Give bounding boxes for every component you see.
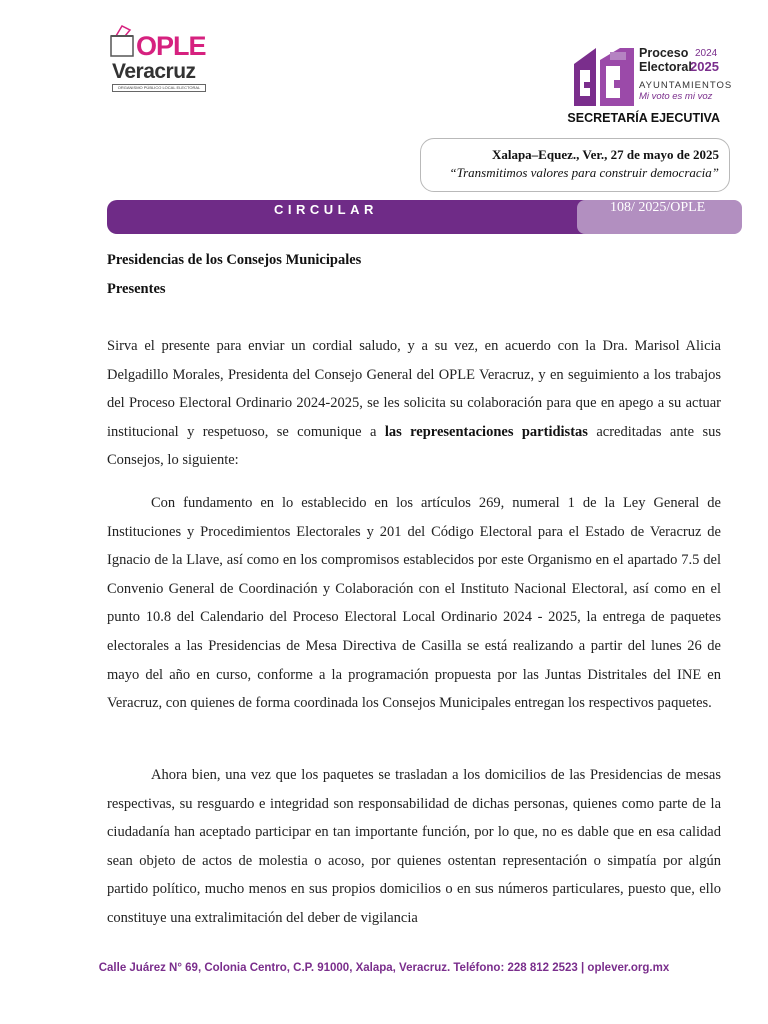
addressee-line-1: Presidencias de los Consejos Municipales [107, 252, 362, 268]
circular-number: 108/ 2025/OPLE [610, 200, 706, 215]
place-date: Xalapa–Equez., Ver., 27 de mayo de 2025 [491, 147, 719, 162]
motto: “Transmitimos valores para construir democracia” [449, 165, 719, 180]
slogan: Mi voto es mi voz [639, 91, 713, 102]
office-title: SECRETARÍA EJECUTIVA [567, 111, 720, 125]
electoral-word: Electoral [639, 60, 692, 74]
veracruz-wordmark: Veracruz [112, 60, 196, 83]
dateline-box [420, 138, 730, 192]
ople-logo [108, 24, 208, 96]
ayuntamientos-label: AYUNTAMIENTOS [639, 80, 733, 91]
footer-address: Calle Juárez N° 69, Colonia Centro, C.P. 91000, Xalapa, Veracruz. Teléfono: 228 812 2523 | oplever.org.mx [98, 962, 670, 974]
p3-text: Ahora bien, una vez que los paquetes se trasladan a los domicilios de las Presidencias de mesas respectivas, su resguardo e integridad son responsabilidad de dichas personas, quienes como parte de la ciudadanía han aceptado participar en tan importante función, por lo que, no es dable que en esa calidad sean objeto de actos de molestia o acoso, por quienes ostentan representación o simpatía por algún partido político, mucho menos en sus propios domicilios o en sus números particulares, puesto que, ello constituye una extralimitación del deber de vigilancia [107, 767, 721, 926]
p1-bold: las representaciones partidistas [384, 423, 588, 440]
body-paragraph-3 [107, 761, 721, 933]
ople-wordmark: OPLE [136, 31, 206, 61]
year-2025: 2025 [690, 59, 719, 74]
p1-text-a: Sirva el presente para enviar un cordial saludo, y a su vez, en acuerdo con la Dra. Marisol Alicia Delgadillo Morales, Presidenta del Consejo General del OPLE Veracruz, y en seguimiento a los trabajos del Proceso Electoral Ordinario 2024-2025, se les solicita su colaboración para que en apego a su actuar institucional y respetuoso, se comunique a [107, 338, 721, 440]
addressee-line-2: Presentes [107, 281, 166, 297]
ballot-box-icon [108, 24, 138, 60]
proceso-label: Proceso [639, 46, 689, 60]
proceso-electoral-logo [574, 46, 733, 110]
body-paragraph-2 [107, 489, 721, 718]
circular-label: CIRCULAR [274, 202, 378, 217]
body-paragraph-1 [107, 332, 721, 475]
p1-text-b: acreditadas ante sus Consejos, lo siguiente: [107, 423, 721, 469]
gg-mark-icon [574, 46, 634, 106]
electoral-label [639, 60, 692, 74]
year-2024: 2024 [695, 48, 718, 59]
org-caption: ORGANISMO PÚBLICO LOCAL ELECTORAL [112, 84, 206, 92]
p2-text: Con fundamento en lo establecido en los artículos 269, numeral 1 de la Ley General de Instituciones y Procedimientos Electorales y 201 del Código Electoral para el Estado de Veracruz de Ignacio de la Llave, así como en los compromisos establecidos por este Organismo en el apartado 7.5 del Convenio General de Coordinación y Colaboración con el Instituto Nacional Electoral, así como en el punto 10.8 del Calendario del Proceso Electoral Local Ordinario 2024 - 2025, la entrega de paquetes electorales a las Presidencias de Mesa Directiva de Casilla se está realizando a partir del lunes 26 de mayo del año en curso, conforme a la programación propuesta por las Juntas Distritales del INE en Veracruz, con quienes de forma coordinada los Consejos Municipales entregan los respectivos paquetes. [107, 495, 721, 712]
